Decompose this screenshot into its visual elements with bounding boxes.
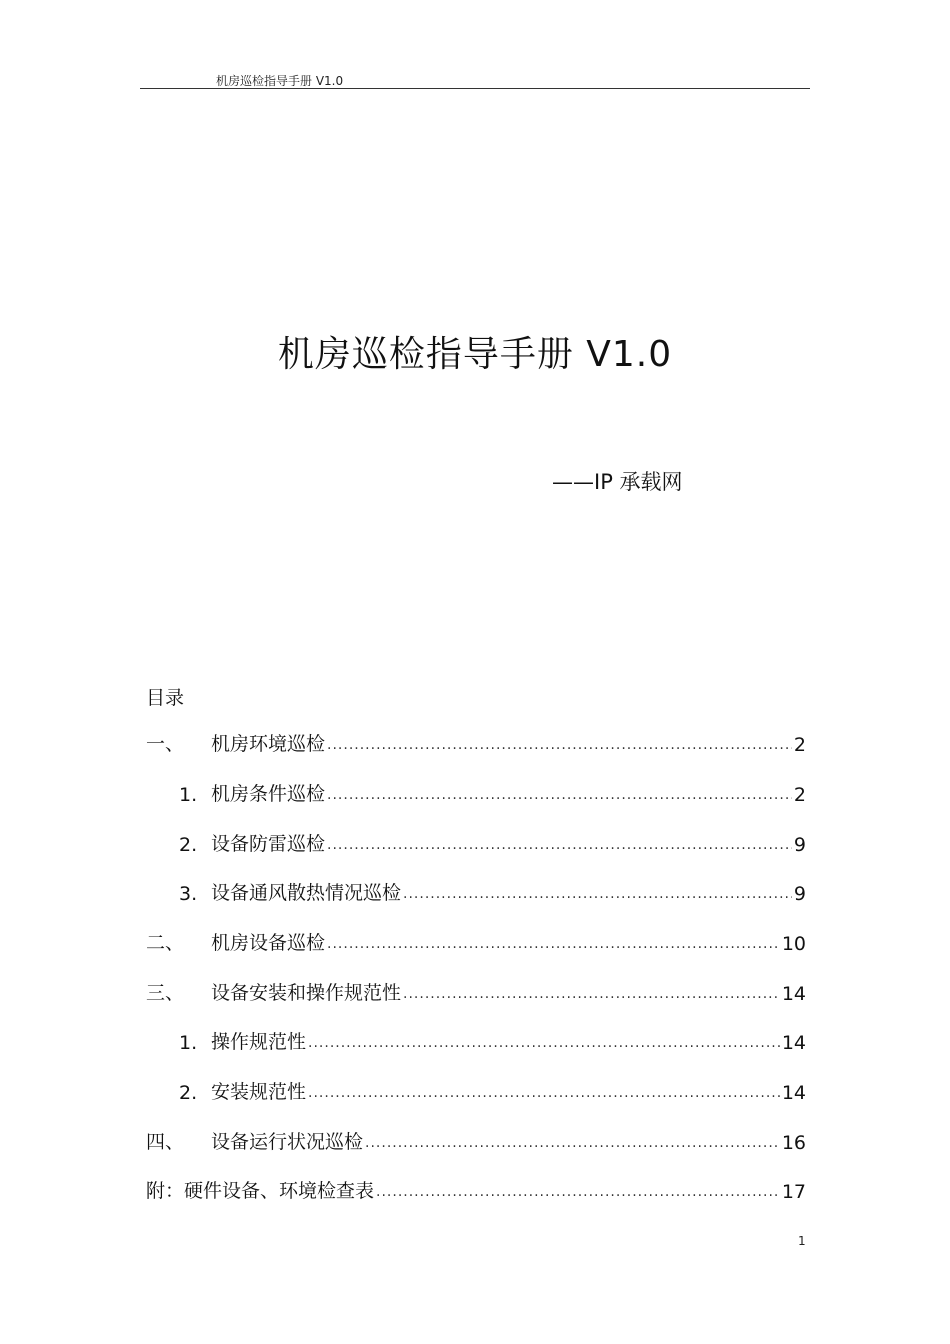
toc-entry-page: 14 [781, 983, 806, 1005]
toc-entry-label: 设备安装和操作规范性 [211, 982, 402, 1004]
toc-entry-marker: 四、 [146, 1131, 185, 1153]
toc-entry-marker: 二、 [146, 932, 185, 954]
toc-dot-leader [308, 1032, 780, 1054]
toc-entry-page: 16 [781, 1132, 806, 1154]
toc-entry[interactable] [146, 875, 806, 905]
toc-entry-label: 机房设备巡检 [211, 932, 326, 954]
toc-entry-label: 操作规范性 [211, 1031, 307, 1053]
toc-entry-page: 2 [793, 784, 806, 806]
toc-dot-leader [327, 734, 792, 756]
toc-entry-marker: 三、 [146, 982, 185, 1004]
toc-entry-marker: 3. [179, 883, 198, 905]
toc-entry-marker: 1. [179, 784, 198, 806]
toc-entry-marker: 1. [179, 1032, 198, 1054]
toc-entry-page: 9 [793, 883, 806, 905]
toc-entry[interactable] [146, 1173, 806, 1203]
toc-entry[interactable] [146, 776, 806, 806]
toc-entry[interactable] [146, 1074, 806, 1104]
toc-entry-page: 2 [793, 734, 806, 756]
toc-heading: 目录 [146, 687, 185, 709]
toc-entry-label: 设备防雷巡检 [211, 833, 326, 855]
toc-entry-label: 设备运行状况巡检 [211, 1131, 364, 1153]
toc-entry-marker: 一、 [146, 733, 185, 755]
toc-entry-page: 14 [781, 1082, 806, 1104]
header-divider [140, 88, 810, 89]
toc-entry[interactable] [146, 726, 806, 756]
toc-dot-leader [403, 883, 792, 905]
toc-entry-page: 10 [781, 933, 806, 955]
toc-dot-leader [403, 983, 780, 1005]
toc-entry[interactable] [146, 1124, 806, 1154]
toc-entry-page: 17 [781, 1181, 806, 1203]
toc-dot-leader [376, 1181, 780, 1203]
toc-entry-label: 机房条件巡检 [211, 783, 326, 805]
toc-dot-leader [308, 1082, 780, 1104]
toc-entry-label: 设备通风散热情况巡检 [211, 882, 402, 904]
toc-entry-marker: 2. [179, 1082, 198, 1104]
toc-dot-leader [365, 1132, 780, 1154]
document-subtitle: ——IP 承载网 [552, 470, 683, 494]
toc-entry-page: 14 [781, 1032, 806, 1054]
toc-entry-label: 机房环境巡检 [211, 733, 326, 755]
toc-entry-label: 硬件设备、环境检查表 [184, 1180, 375, 1202]
toc-dot-leader [327, 834, 792, 856]
toc-entry-marker: 2. [179, 834, 198, 856]
document-title: 机房巡检指导手册 V1.0 [277, 334, 673, 375]
header-title: 机房巡检指导手册 V1.0 [216, 74, 344, 88]
toc-entry[interactable] [146, 1024, 806, 1054]
toc-entry[interactable] [146, 925, 806, 955]
toc-dot-leader [327, 933, 780, 955]
toc-entry[interactable] [146, 975, 806, 1005]
toc-dot-leader [327, 784, 792, 806]
toc-entry[interactable] [146, 826, 806, 856]
toc-entry-label: 安装规范性 [211, 1081, 307, 1103]
toc-entry-marker: 附： [146, 1180, 185, 1202]
page-number: 1 [798, 1234, 806, 1248]
toc-entry-page: 9 [793, 834, 806, 856]
